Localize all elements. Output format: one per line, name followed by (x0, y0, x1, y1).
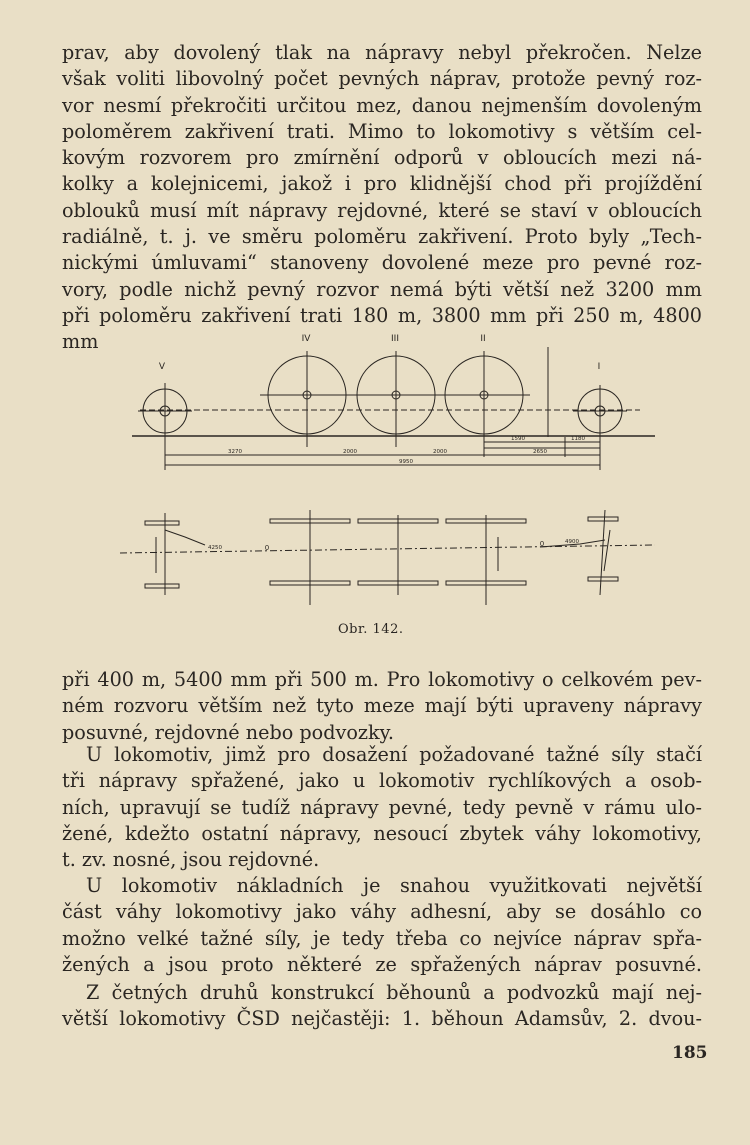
paragraph-axle-types (62, 667, 702, 746)
wheel-ii (438, 351, 530, 447)
plan-center-line (120, 545, 655, 553)
dimension-label-1590: 1590 (511, 436, 525, 442)
wheel-iv (260, 351, 354, 447)
axle-label-i: I (597, 362, 601, 372)
plan-axle-v (145, 513, 205, 595)
text-line: tři nápravy spřažené, jako u lokomotiv rychlíkových a osob- (62, 769, 702, 793)
dimension-label-9950: 9950 (399, 459, 413, 465)
text-line: U lokomotiv, jimž pro dosažení požadované tažné síly stačí (86, 743, 702, 766)
text-line: při 400 m, 5400 mm při 500 m. Pro lokomotivy o celkovém pev- (62, 668, 702, 691)
axle-label-ii: II (480, 334, 486, 344)
text-line: ních, upravují se tudíž nápravy pevné, tedy pevně v rámu ulo- (62, 795, 702, 819)
plan-label-zero-left: 0 (264, 544, 270, 552)
axle-label-iii: III (391, 334, 399, 344)
text-line: vory, podle nichž pevný rozvor nemá býti větší než 3200 mm (62, 277, 702, 301)
dimension-label-2000-a: 2000 (343, 449, 357, 455)
paragraph-passenger-locomotives (62, 742, 702, 873)
text-line: žených a jsou proto některé ze spřažených náprav posuvné. (62, 952, 702, 976)
plan-label-zero-right: 0 (539, 540, 545, 548)
wheel-v (138, 383, 192, 453)
text-line: při poloměru zakřivení trati 180 m, 3800 mm při 250 m, 4800 mm (62, 303, 702, 354)
axle-layout-diagram (110, 325, 670, 615)
text-line: radiálně, t. j. ve směru poloměru zakřivení. Proto byly „Tech- (62, 225, 702, 249)
text-line: žené, kdežto ostatní nápravy, nesoucí zbytek váhy lokomotivy, (62, 821, 702, 845)
figure-axle-diagram (110, 325, 670, 615)
plan-axles-coupled (270, 510, 526, 605)
text-line: ném rozvoru větším než tyto meze mají býti upraveny nápravy (62, 694, 702, 718)
text-line: posuvné, rejdovné nebo podvozky. (62, 720, 395, 744)
text-line: vor nesmí překročiti určitou mez, danou nejmenším dovoleným (62, 93, 702, 117)
paragraph-axle-limits (62, 40, 702, 356)
text-line: t. zv. nosné, jsou rejdovné. (62, 848, 320, 872)
text-line: kovým rozvorem pro zmírnění odporů v obloucích mezi ná- (62, 146, 702, 170)
dimension-label-3270: 3270 (228, 449, 242, 455)
paragraph-bogie-types (62, 980, 702, 1033)
dimension-label-2650: 2650 (533, 449, 547, 455)
page-number: 185 (672, 1043, 708, 1063)
text-line: část váhy lokomotivy jako váhy adhesní, aby se dosáhlo co (62, 900, 702, 924)
text-line: poloměrem zakřivení trati. Mimo to lokomotivy s větším cel- (62, 119, 702, 143)
plan-label-4250: 4250 (208, 545, 222, 551)
text-line: Z četných druhů konstrukcí běhounů a podvozků mají nej- (86, 981, 702, 1004)
text-line: oblouků musí mít nápravy rejdovné, které se staví v obloucích (62, 198, 702, 222)
text-line: větší lokomotivy ČSD nejčastěji: 1. běhoun Adamsův, 2. dvou- (62, 1007, 702, 1031)
wheel-iii (350, 351, 442, 447)
paragraph-freight-locomotives (62, 873, 702, 978)
axle-label-v: V (158, 362, 166, 372)
text-line: nickými úmluvami“ stanoveny dovolené meze pro pevné roz- (62, 251, 702, 275)
plan-label-4900: 4900 (565, 539, 579, 545)
text-line: kolky a kolejnicemi, jakož i pro klidnější chod při projíždění (62, 172, 702, 196)
axle-label-iv: IV (301, 334, 311, 344)
text-line: však voliti libovolný počet pevných náprav, protože pevný roz- (62, 67, 702, 91)
text-line: prav, aby dovolený tlak na nápravy nebyl překročen. Nelze (62, 41, 702, 64)
text-line: možno velké tažné síly, je tedy třeba co nejvíce náprav spřa- (62, 926, 702, 950)
dimension-label-2000-b: 2000 (433, 449, 447, 455)
plan-axle-i (540, 510, 618, 595)
figure-caption: Obr. 142. (338, 622, 404, 637)
dimension-label-1180: 1180 (571, 436, 585, 442)
text-line: U lokomotiv nákladních je snahou využitkovati největší (86, 874, 702, 897)
